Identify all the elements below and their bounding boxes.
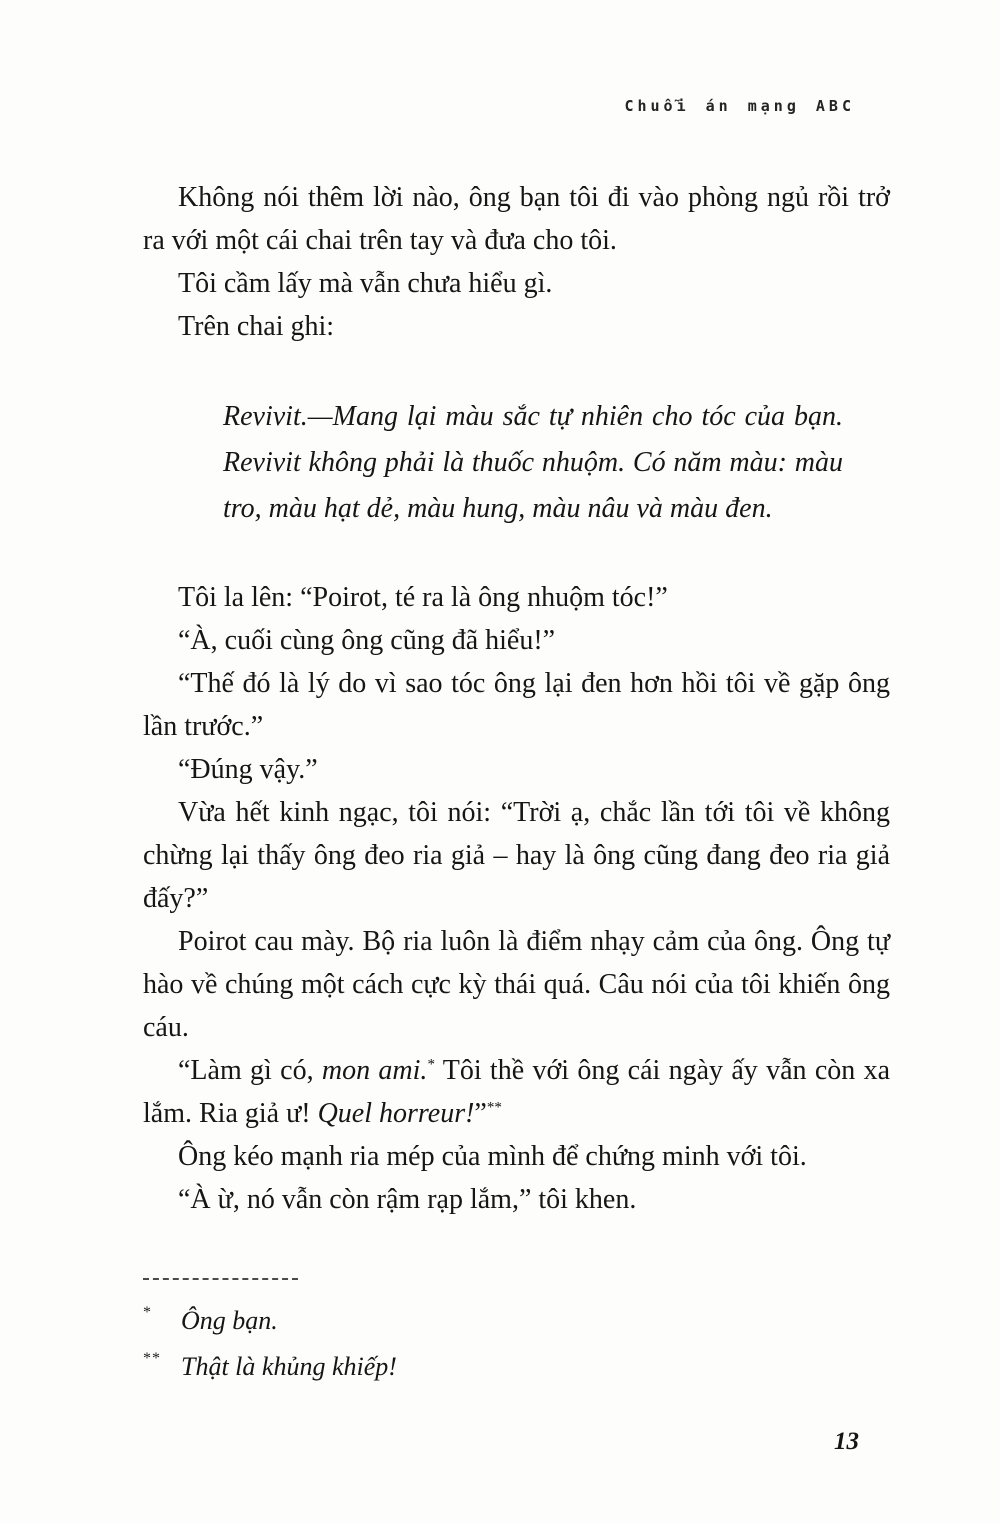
- paragraph: [143, 1178, 890, 1221]
- paragraph: [143, 262, 890, 305]
- text-run: Tôi cầm lấy mà vẫn chưa hiểu gì.: [178, 268, 553, 299]
- footnote-marker: *: [143, 1304, 152, 1321]
- paragraph: [143, 1135, 890, 1178]
- text-run: Vừa hết kinh ngạc, tôi nói: “Trời ạ, chắc lần tới tôi về không chừng lại thấy ông đeo ria giả – hay là ông cũng đang đeo ria giả đấy?”: [143, 797, 890, 914]
- text-run: Quel horreur!: [317, 1098, 475, 1129]
- paragraph: [143, 748, 890, 791]
- footnote-separator: [143, 1278, 298, 1280]
- text-run: Poirot cau mày. Bộ ria luôn là điểm nhạy cảm của ông. Ông tự hào về chúng một cách cực kỳ thái quá. Câu nói của tôi khiến ông cáu.: [143, 926, 890, 1043]
- paragraph: [143, 1049, 890, 1135]
- text-run: Tôi thề với ông cái ngày ấy vẫn còn xa lắm. Ria giả ư!: [143, 1055, 890, 1129]
- running-head-title: Chuỗi án mạng ABC: [624, 97, 855, 115]
- footnotes-list: [143, 1298, 743, 1390]
- paragraph: [143, 576, 890, 619]
- text-run: “À, cuối cùng ông cũng đã hiểu!”: [178, 625, 556, 656]
- footnote-text: Thật là khủng khiếp!: [181, 1352, 397, 1381]
- text-run: “Làm gì có,: [178, 1055, 322, 1086]
- paragraph: [143, 619, 890, 662]
- text-run: “Đúng vậy.”: [178, 754, 318, 785]
- text-run: ”: [474, 1098, 487, 1129]
- footnote-reference-marker: **: [486, 1099, 502, 1116]
- paragraph: [143, 662, 890, 748]
- paragraph: [143, 791, 890, 920]
- page-number: 13: [834, 1428, 859, 1455]
- text-run: “Thế đó là lý do vì sao tóc ông lại đen hơn hồi tôi về gặp ông lần trước.”: [143, 668, 890, 742]
- text-run: mon ami.: [321, 1055, 428, 1086]
- body-text: [143, 176, 890, 1221]
- footnote-item: [143, 1298, 743, 1344]
- footnote-item: [143, 1344, 743, 1390]
- footnote-text: Ông bạn.: [181, 1306, 278, 1335]
- footnote-reference-marker: *: [427, 1056, 435, 1073]
- text-run: Trên chai ghi:: [178, 311, 335, 342]
- text-run: Ông kéo mạnh ria mép của mình để chứng minh với tôi.: [178, 1141, 807, 1172]
- text-run: “À ừ, nó vẫn còn rậm rạp lắm,” tôi khen.: [178, 1184, 637, 1215]
- text-run: Không nói thêm lời nào, ông bạn tôi đi vào phòng ngủ rồi trở ra với một cái chai trên tay và đưa cho tôi.: [143, 182, 890, 256]
- text-run: Revivit.—Mang lại màu sắc tự nhiên cho tóc của bạn. Revivit không phải là thuốc nhuộm. Có năm màu: màu tro, màu hạt dẻ, màu hung, màu nâu và màu đen.: [223, 401, 843, 524]
- paragraph: [143, 176, 890, 262]
- paragraph: [143, 305, 890, 348]
- footnotes: [143, 1278, 743, 1390]
- text-run: Tôi la lên: “Poirot, té ra là ông nhuộm tóc!”: [178, 582, 668, 613]
- paragraph: [143, 920, 890, 1049]
- bottle-label-quote: [223, 394, 843, 532]
- footnote-marker: **: [143, 1350, 161, 1367]
